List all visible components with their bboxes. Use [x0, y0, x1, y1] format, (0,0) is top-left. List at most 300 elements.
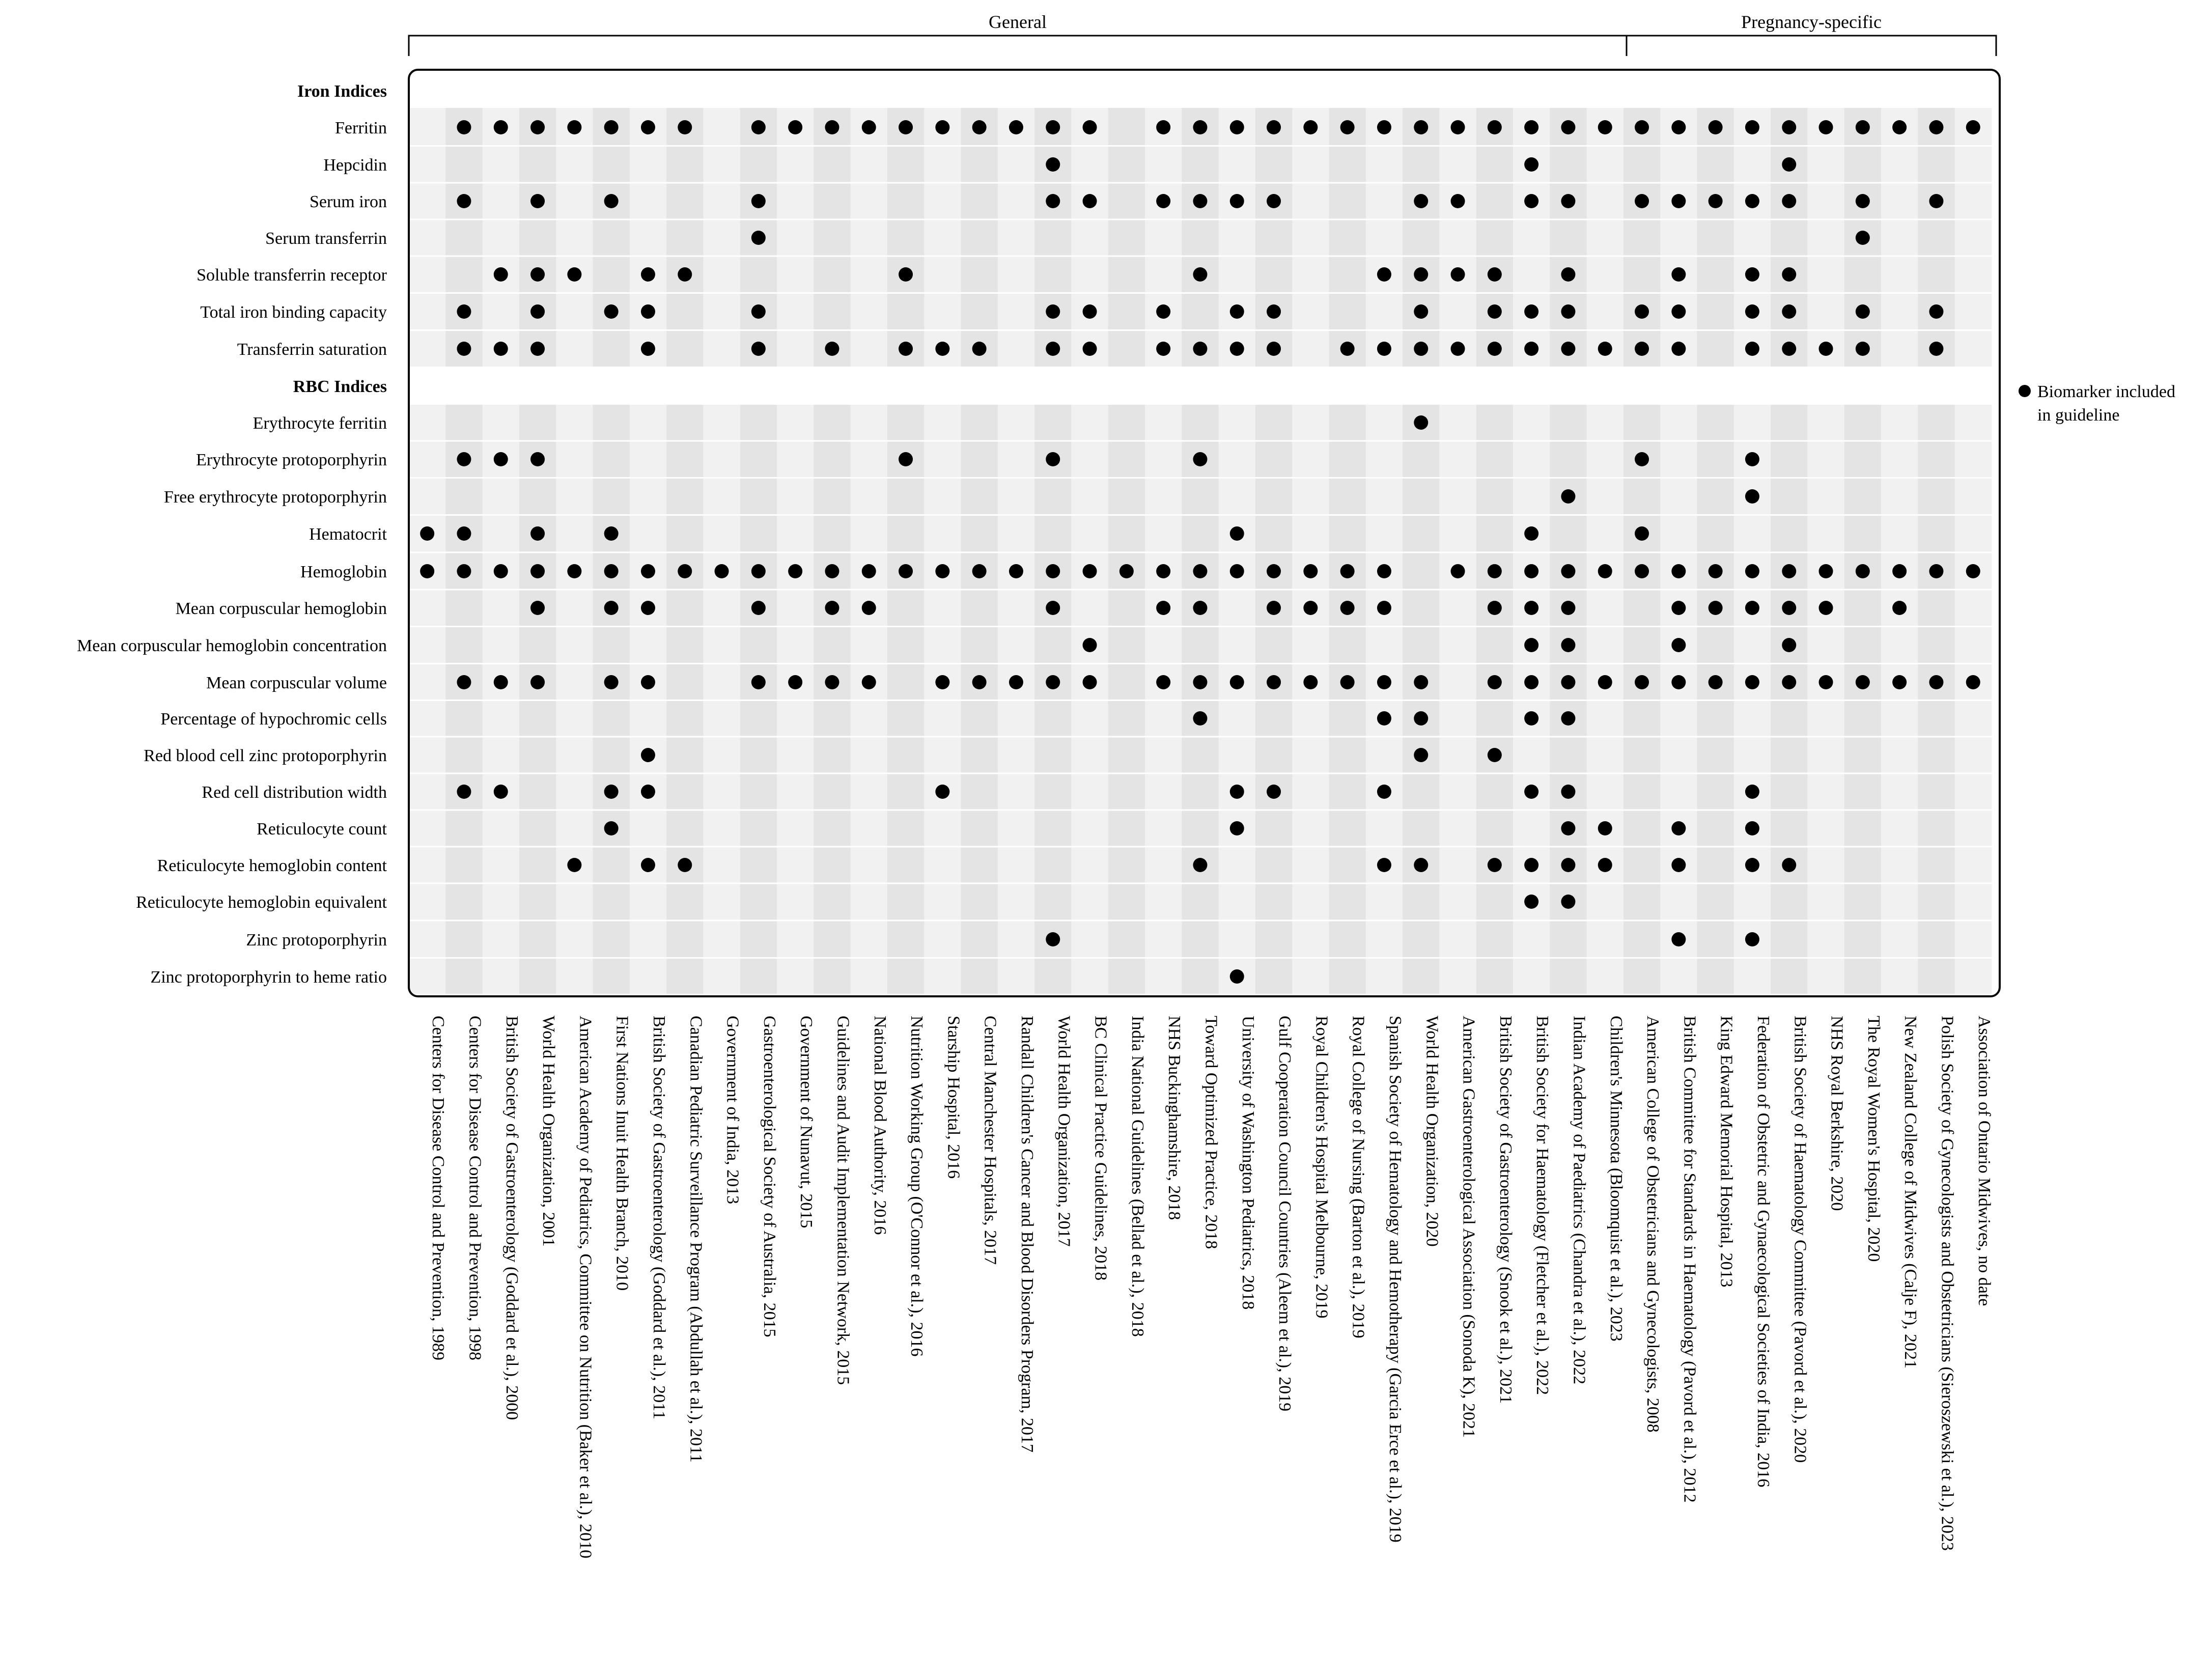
- inclusion-dot: [1782, 564, 1796, 578]
- inclusion-dot: [1671, 601, 1686, 615]
- column-band: [1071, 108, 1108, 367]
- column-band: [593, 108, 630, 367]
- inclusion-dot: [494, 564, 508, 578]
- column-band: [445, 405, 483, 994]
- inclusion-dot: [1709, 675, 1723, 689]
- column-label: Spanish Society of Hematology and Hemotherapy (Garcia Erce et al.), 2019: [1385, 1016, 1405, 1543]
- inclusion-dot: [1524, 564, 1538, 578]
- inclusion-dot: [1709, 120, 1723, 134]
- inclusion-dot: [751, 304, 766, 319]
- column-label: Association of Ontario Midwives, no date: [1974, 1016, 1994, 1306]
- inclusion-dot: [1377, 120, 1391, 134]
- column-band: [814, 405, 851, 994]
- row-label: Red blood cell zinc protoporphyrin: [144, 746, 387, 765]
- column-band: [703, 108, 740, 367]
- inclusion-dot: [1524, 526, 1538, 541]
- column-band: [1881, 405, 1918, 994]
- inclusion-dot: [1340, 564, 1355, 578]
- inclusion-dot: [899, 267, 913, 282]
- inclusion-dot: [1856, 231, 1870, 245]
- inclusion-dot: [1635, 342, 1649, 356]
- inclusion-dot: [1377, 858, 1391, 872]
- inclusion-dot: [1156, 342, 1170, 356]
- inclusion-dot: [1267, 675, 1281, 689]
- column-label: Starship Hospital, 2016: [944, 1016, 963, 1179]
- inclusion-dot: [1635, 675, 1649, 689]
- inclusion-dot: [1193, 564, 1207, 578]
- column-band: [1366, 405, 1403, 994]
- inclusion-dot: [1340, 675, 1355, 689]
- column-band: [1881, 108, 1918, 367]
- inclusion-dot: [1488, 304, 1502, 319]
- inclusion-dot: [1561, 638, 1575, 652]
- inclusion-dot: [1156, 304, 1170, 319]
- column-band: [666, 405, 704, 994]
- inclusion-dot: [1635, 526, 1649, 541]
- column-band: [851, 108, 888, 367]
- inclusion-dot: [530, 342, 545, 356]
- column-label: World Health Organization, 2001: [539, 1016, 558, 1247]
- column-band: [1734, 108, 1771, 367]
- column-label: British Society of Haematology Committee (Pavord et al.), 2020: [1790, 1016, 1810, 1463]
- inclusion-dot: [1819, 601, 1833, 615]
- inclusion-dot: [1856, 564, 1870, 578]
- inclusion-dot: [1745, 932, 1759, 946]
- column-band: [1587, 108, 1624, 367]
- inclusion-dot: [1856, 675, 1870, 689]
- inclusion-dot: [1377, 267, 1391, 282]
- column-label: Toward Optimized Practice, 2018: [1201, 1016, 1221, 1249]
- inclusion-dot: [1193, 711, 1207, 725]
- column-band: [703, 405, 740, 994]
- inclusion-dot: [1561, 675, 1575, 689]
- inclusion-dot: [935, 675, 949, 689]
- inclusion-dot: [1083, 675, 1097, 689]
- column-label: Centers for Disease Control and Prevention, 1989: [429, 1016, 448, 1361]
- inclusion-dot: [1929, 194, 1943, 208]
- group-label: Pregnancy-specific: [1741, 12, 1882, 32]
- column-label: NHS Royal Berkshire, 2020: [1827, 1016, 1846, 1211]
- inclusion-dot: [1524, 638, 1538, 652]
- column-label: Randall Children's Cancer and Blood Disorders Program, 2017: [1017, 1016, 1037, 1453]
- inclusion-dot: [1488, 748, 1502, 762]
- column-band: [1219, 108, 1256, 367]
- inclusion-dot: [1193, 267, 1207, 282]
- row-label: Mean corpuscular volume: [206, 674, 387, 692]
- inclusion-dot: [1377, 564, 1391, 578]
- inclusion-dot: [1782, 858, 1796, 872]
- row-label: Red cell distribution width: [202, 783, 387, 802]
- column-band: [1955, 405, 1992, 994]
- row-label: Reticulocyte hemoglobin content: [157, 856, 387, 875]
- inclusion-dot: [899, 120, 913, 134]
- column-label: Gastroenterological Society of Australia, 2015: [760, 1016, 779, 1337]
- inclusion-dot: [1009, 675, 1023, 689]
- inclusion-dot: [604, 601, 619, 615]
- inclusion-dot: [1561, 711, 1575, 725]
- inclusion-dot: [678, 267, 692, 282]
- column-label: Indian Academy of Paediatrics (Chandra et al.), 2022: [1570, 1016, 1589, 1385]
- column-band: [1366, 108, 1403, 367]
- inclusion-dot: [1561, 564, 1575, 578]
- inclusion-dot: [1819, 342, 1833, 356]
- inclusion-dot: [1598, 564, 1612, 578]
- inclusion-dot: [641, 785, 655, 799]
- inclusion-dot: [1488, 564, 1502, 578]
- row-label: Free erythrocyte protoporphyrin: [163, 488, 387, 507]
- inclusion-dot: [1745, 858, 1759, 872]
- inclusion-dot: [825, 342, 839, 356]
- inclusion-dot: [604, 785, 619, 799]
- inclusion-dot: [1230, 675, 1244, 689]
- inclusion-dot: [1230, 342, 1244, 356]
- inclusion-dot: [457, 675, 471, 689]
- inclusion-dot: [1156, 601, 1170, 615]
- inclusion-dot: [899, 342, 913, 356]
- inclusion-dot: [1635, 120, 1649, 134]
- column-band: [1182, 108, 1219, 367]
- inclusion-dot: [678, 120, 692, 134]
- inclusion-dot: [1230, 304, 1244, 319]
- column-band: [1771, 108, 1808, 367]
- legend-dot: [2019, 385, 2031, 397]
- column-band: [1476, 108, 1514, 367]
- column-shading: [409, 70, 2000, 996]
- inclusion-dot: [1414, 194, 1428, 208]
- column-band: [1439, 108, 1476, 367]
- inclusion-dot: [1524, 601, 1538, 615]
- inclusion-dot: [751, 601, 766, 615]
- inclusion-dot: [1819, 120, 1833, 134]
- inclusion-dot: [1046, 157, 1060, 172]
- inclusion-dot: [1745, 120, 1759, 134]
- column-label: New Zealand College of Midwives (Calje F), 2021: [1901, 1016, 1920, 1369]
- inclusion-dot: [1671, 858, 1686, 872]
- inclusion-dot: [1267, 304, 1281, 319]
- inclusion-dot: [641, 342, 655, 356]
- inclusion-dot: [972, 564, 987, 578]
- inclusion-dot: [862, 675, 876, 689]
- column-label: British Society of Gastroenterology (Goddard et al.), 2011: [649, 1016, 668, 1419]
- inclusion-dot: [494, 342, 508, 356]
- column-band: [998, 108, 1035, 367]
- inclusion-dot: [1671, 932, 1686, 946]
- inclusion-dot: [1488, 675, 1502, 689]
- column-band: [1623, 108, 1661, 367]
- row-label: Serum iron: [309, 192, 387, 211]
- inclusion-dot: [641, 858, 655, 872]
- inclusion-dot: [1745, 601, 1759, 615]
- inclusion-dot: [1083, 638, 1097, 652]
- inclusion-dot: [1009, 564, 1023, 578]
- inclusion-dot: [1745, 304, 1759, 319]
- column-band: [814, 108, 851, 367]
- inclusion-dot: [420, 564, 434, 578]
- column-band: [1034, 405, 1072, 994]
- inclusion-dot: [1929, 564, 1943, 578]
- inclusion-dot: [1561, 858, 1575, 872]
- inclusion-dot: [567, 267, 581, 282]
- inclusion-dot: [715, 564, 729, 578]
- inclusion-dot: [1046, 120, 1060, 134]
- inclusion-dot: [1340, 342, 1355, 356]
- inclusion-dot: [972, 342, 987, 356]
- column-label: Government of Nunavut, 2015: [797, 1016, 816, 1229]
- inclusion-dot: [530, 452, 545, 466]
- inclusion-dot: [1635, 452, 1649, 466]
- inclusion-dot: [457, 564, 471, 578]
- inclusion-dot: [1782, 194, 1796, 208]
- inclusion-dot: [1230, 969, 1244, 984]
- column-label: Nutrition Working Group (O'Connor et al.), 2016: [907, 1016, 927, 1357]
- column-band: [1145, 405, 1182, 994]
- inclusion-dot: [641, 304, 655, 319]
- inclusion-dot: [1267, 342, 1281, 356]
- inclusion-dot: [1009, 120, 1023, 134]
- inclusion-dot: [457, 526, 471, 541]
- inclusion-dot: [530, 526, 545, 541]
- group-bracket-pregnancy-specific: [1627, 36, 1996, 56]
- column-band: [630, 108, 667, 367]
- inclusion-dot: [1414, 415, 1428, 430]
- inclusion-dot: [1488, 601, 1502, 615]
- inclusion-dot: [1892, 564, 1907, 578]
- row-label: Soluble transferrin receptor: [197, 266, 387, 285]
- inclusion-dot: [1451, 267, 1465, 282]
- column-band: [593, 405, 630, 994]
- inclusion-dot: [1709, 564, 1723, 578]
- inclusion-dot: [1377, 711, 1391, 725]
- inclusion-dot: [641, 564, 655, 578]
- row-label: Zinc protoporphyrin: [246, 931, 387, 950]
- inclusion-dot: [1561, 342, 1575, 356]
- inclusion-dot: [457, 785, 471, 799]
- inclusion-dot: [1046, 452, 1060, 466]
- inclusion-dot: [1267, 564, 1281, 578]
- inclusion-dot: [1083, 304, 1097, 319]
- row-label: Percentage of hypochromic cells: [160, 710, 387, 729]
- inclusion-dot: [530, 601, 545, 615]
- inclusion-dot: [1598, 675, 1612, 689]
- column-label: NHS Buckinghamshire, 2018: [1165, 1016, 1184, 1220]
- inclusion-dot: [1488, 120, 1502, 134]
- column-label: British Society of Gastroenterology (Snook et al.), 2021: [1496, 1016, 1515, 1404]
- inclusion-dot: [1745, 675, 1759, 689]
- column-band: [445, 108, 483, 367]
- column-band: [1623, 405, 1661, 994]
- column-band: [740, 405, 777, 994]
- column-label: Federation of Obstetric and Gynaecological Societies of India, 2016: [1753, 1016, 1773, 1488]
- inclusion-dot: [1782, 157, 1796, 172]
- inclusion-dot: [1671, 267, 1686, 282]
- inclusion-dot: [1156, 194, 1170, 208]
- inclusion-dot: [1414, 711, 1428, 725]
- inclusion-dot: [1745, 489, 1759, 504]
- section-header: Iron Indices: [297, 82, 387, 101]
- inclusion-dot: [1598, 858, 1612, 872]
- inclusion-dot: [1745, 785, 1759, 799]
- column-band: [777, 405, 814, 994]
- inclusion-dot: [1193, 675, 1207, 689]
- inclusion-dot: [935, 785, 949, 799]
- inclusion-dot: [530, 194, 545, 208]
- inclusion-dot: [1929, 120, 1943, 134]
- inclusion-dot: [604, 304, 619, 319]
- inclusion-dot: [1193, 342, 1207, 356]
- inclusion-dot: [1377, 675, 1391, 689]
- inclusion-dot: [751, 675, 766, 689]
- inclusion-dot: [678, 858, 692, 872]
- inclusion-dot: [1745, 564, 1759, 578]
- column-band: [1513, 108, 1550, 367]
- column-band: [924, 108, 961, 367]
- inclusion-dot: [1046, 675, 1060, 689]
- inclusion-dot: [1561, 895, 1575, 909]
- inclusion-dot: [604, 564, 619, 578]
- inclusion-dot: [567, 120, 581, 134]
- column-band: [1329, 108, 1366, 367]
- inclusion-dot: [1414, 342, 1428, 356]
- inclusion-dot: [1230, 194, 1244, 208]
- inclusion-dot: [1524, 895, 1538, 909]
- column-band: [1955, 108, 1992, 367]
- inclusion-dot: [1671, 194, 1686, 208]
- inclusion-dot: [1230, 564, 1244, 578]
- inclusion-dot: [1230, 785, 1244, 799]
- inclusion-dot: [935, 120, 949, 134]
- inclusion-dot: [494, 452, 508, 466]
- inclusion-dot: [751, 342, 766, 356]
- inclusion-dot: [494, 675, 508, 689]
- inclusion-dot: [457, 120, 471, 134]
- inclusion-dot: [1524, 120, 1538, 134]
- column-label: Government of India, 2013: [723, 1016, 742, 1205]
- inclusion-dot: [825, 564, 839, 578]
- inclusion-dot: [1966, 564, 1980, 578]
- inclusion-dot: [899, 452, 913, 466]
- inclusion-dot: [1119, 564, 1134, 578]
- inclusion-dot: [1561, 267, 1575, 282]
- inclusion-dot: [1671, 821, 1686, 835]
- column-band: [1071, 405, 1108, 994]
- column-band: [1587, 405, 1624, 994]
- column-label: American College of Obstetricians and Gynecologists, 2008: [1643, 1016, 1663, 1433]
- column-label: World Health Organization, 2017: [1054, 1016, 1074, 1247]
- inclusion-dot: [1524, 157, 1538, 172]
- column-band: [483, 108, 520, 367]
- inclusion-dot: [751, 564, 766, 578]
- column-label: British Committee for Standards in Haematology (Pavord et al.), 2012: [1680, 1016, 1699, 1503]
- inclusion-dot: [1598, 342, 1612, 356]
- column-band: [483, 405, 520, 994]
- column-band: [1292, 108, 1329, 367]
- inclusion-dot: [1635, 564, 1649, 578]
- inclusion-dot: [1414, 120, 1428, 134]
- row-label: Mean corpuscular hemoglobin concentration: [77, 636, 387, 655]
- inclusion-dot: [751, 120, 766, 134]
- column-label: Royal Children's Hospital Melbourne, 2019: [1312, 1016, 1331, 1319]
- column-band: [1403, 405, 1440, 994]
- row-labels: [77, 82, 387, 987]
- inclusion-dot: [1892, 675, 1907, 689]
- inclusion-dot: [1303, 120, 1318, 134]
- inclusion-dot: [1046, 342, 1060, 356]
- column-label: King Edward Memorial Hospital, 2013: [1717, 1016, 1736, 1288]
- inclusion-dot: [1524, 858, 1538, 872]
- inclusion-dot: [862, 564, 876, 578]
- column-label: Royal College of Nursing (Barton et al.), 2019: [1349, 1016, 1368, 1338]
- column-band: [519, 405, 556, 994]
- inclusion-dot: [1267, 601, 1281, 615]
- inclusion-dot: [1782, 304, 1796, 319]
- column-label: Central Manchester Hospitals, 2017: [981, 1016, 1000, 1265]
- inclusion-dot: [1598, 821, 1612, 835]
- inclusion-dot: [457, 304, 471, 319]
- inclusion-dot: [751, 231, 766, 245]
- row-label: Total iron binding capacity: [200, 303, 387, 322]
- column-band: [1660, 108, 1697, 367]
- inclusion-dot: [530, 267, 545, 282]
- inclusion-dot: [494, 267, 508, 282]
- inclusion-dot: [1671, 304, 1686, 319]
- inclusion-dot: [1046, 564, 1060, 578]
- inclusion-dot: [1414, 675, 1428, 689]
- column-band: [1918, 108, 1955, 367]
- inclusion-dot: [788, 564, 802, 578]
- inclusion-dot: [788, 120, 802, 134]
- column-band: [1329, 405, 1366, 994]
- column-band: [851, 405, 888, 994]
- inclusion-dot: [899, 564, 913, 578]
- inclusion-dot: [530, 675, 545, 689]
- row-label: Erythrocyte ferritin: [253, 414, 387, 433]
- inclusion-dot: [1414, 748, 1428, 762]
- column-band: [1771, 405, 1808, 994]
- inclusion-dot: [1671, 638, 1686, 652]
- inclusion-dot: [1230, 120, 1244, 134]
- inclusion-dot: [1966, 675, 1980, 689]
- column-label: India National Guidelines (Bellad et al.), 2018: [1128, 1016, 1147, 1337]
- inclusion-dot: [1524, 675, 1538, 689]
- column-band: [556, 108, 593, 367]
- column-label: World Health Organization, 2020: [1422, 1016, 1442, 1247]
- inclusion-dot: [1488, 342, 1502, 356]
- inclusion-dot: [825, 601, 839, 615]
- column-band: [1403, 108, 1440, 367]
- inclusion-dot: [1046, 194, 1060, 208]
- column-band: [1550, 108, 1587, 367]
- column-band: [556, 405, 593, 994]
- inclusion-dot: [1451, 342, 1465, 356]
- column-band: [1660, 405, 1697, 994]
- inclusion-dot: [420, 526, 434, 541]
- row-label: Serum transferrin: [265, 229, 387, 248]
- inclusion-dot: [1193, 601, 1207, 615]
- column-band: [1476, 405, 1514, 994]
- inclusion-dot: [1561, 120, 1575, 134]
- column-band: [1292, 405, 1329, 994]
- column-label: British Society for Haematology (Fletcher et al.), 2022: [1533, 1016, 1552, 1395]
- column-label: American Academy of Pediatrics, Committee on Nutrition (Baker et al.), 2010: [576, 1016, 595, 1558]
- column-band: [630, 405, 667, 994]
- row-label: Reticulocyte count: [257, 820, 387, 839]
- inclusion-dot: [751, 194, 766, 208]
- inclusion-dot: [1856, 342, 1870, 356]
- inclusion-dot: [1745, 267, 1759, 282]
- inclusion-dot: [1451, 194, 1465, 208]
- column-label: The Royal Women's Hospital, 2020: [1864, 1016, 1883, 1262]
- inclusion-dot: [1230, 526, 1244, 541]
